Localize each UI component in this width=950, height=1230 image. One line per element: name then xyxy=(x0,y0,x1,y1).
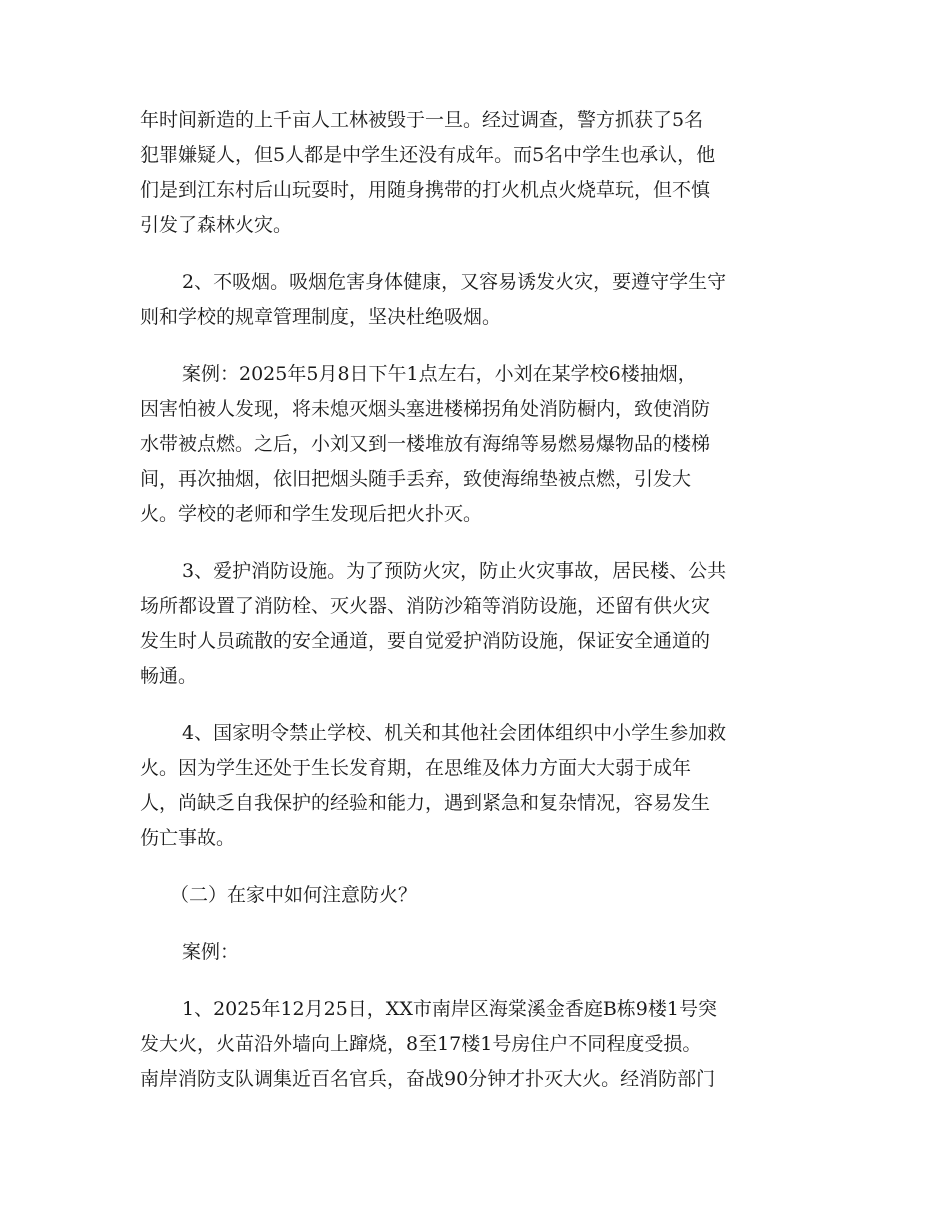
text-line: 1、2025年12月25日，XX市南岸区海棠溪金香庭B栋9楼1号突 xyxy=(182,998,717,1020)
text-line: 南岸消防支队调集近百名官兵，奋战90分钟才扑灭大火。经消防部门 xyxy=(140,1068,716,1090)
text-line: 案例：2025年5月8日下午1点左右，小刘在某学校6楼抽烟， xyxy=(182,363,697,385)
text-line: 则和学校的规章管理制度，坚决杜绝吸烟。 xyxy=(140,306,502,328)
text-line: 火。学校的老师和学生发现后把火扑灭。 xyxy=(140,503,483,525)
text-line: 3、爱护消防设施。为了预防火灾，防止火灾事故，居民楼、公共 xyxy=(182,560,727,582)
document-body xyxy=(140,103,816,1119)
text-line: 发生时人员疏散的安全通道，要自觉爱护消防设施，保证安全通道的 xyxy=(140,630,711,652)
section-heading-text: （二）在家中如何注意防火？ xyxy=(170,884,418,906)
paragraph-fire-case-continuation xyxy=(140,103,816,243)
paragraph-case-label xyxy=(140,935,816,970)
text-line: 发大火，火苗沿外墙向上蹿烧，8至17楼1号房住户不同程度受损。 xyxy=(140,1033,702,1055)
section-heading-home-fire-prevention xyxy=(140,878,816,913)
text-line: 畅通。 xyxy=(140,665,198,687)
text-line: 间，再次抽烟，依旧把烟头随手丢弃，致使海绵垫被点燃，引发大 xyxy=(140,468,692,490)
text-line: 场所都设置了消防栓、灭火器、消防沙箱等消防设施，还留有供火灾 xyxy=(140,595,711,617)
text-line: 水带被点燃。之后，小刘又到一楼堆放有海绵等易燃易爆物品的楼梯 xyxy=(140,433,711,455)
paragraph-rule-no-firefighting xyxy=(140,716,816,856)
text-line: 伤亡事故。 xyxy=(140,827,236,849)
text-line: 4、国家明令禁止学校、机关和其他社会团体组织中小学生参加救 xyxy=(182,722,727,744)
text-line: 们是到江东村后山玩耍时，用随身携带的打火机点火烧草玩，但不慎 xyxy=(140,179,711,201)
paragraph-rule-protect-facilities xyxy=(140,554,816,694)
text-line: 2、不吸烟。吸烟危害身体健康，又容易诱发火灾，要遵守学生守 xyxy=(182,271,727,293)
paragraph-case-apartment-fire xyxy=(140,992,816,1097)
paragraph-case-smoking xyxy=(140,357,816,532)
text-line: 因害怕被人发现，将未熄灭烟头塞进楼梯拐角处消防橱内，致使消防 xyxy=(140,398,711,420)
text-line: 火。因为学生还处于生长发育期，在思维及体力方面大大弱于成年 xyxy=(140,757,692,779)
text-line: 年时间新造的上千亩人工林被毁于一旦。经过调查，警方抓获了5名 xyxy=(140,109,704,131)
paragraph-rule-no-smoking xyxy=(140,265,816,335)
text-line: 人，尚缺乏自我保护的经验和能力，遇到紧急和复杂情况，容易发生 xyxy=(140,792,711,814)
text-line: 引发了森林火灾。 xyxy=(140,214,293,236)
text-line: 犯罪嫌疑人，但5人都是中学生还没有成年。而5名中学生也承认，他 xyxy=(140,144,716,166)
text-line: 案例： xyxy=(182,941,240,963)
